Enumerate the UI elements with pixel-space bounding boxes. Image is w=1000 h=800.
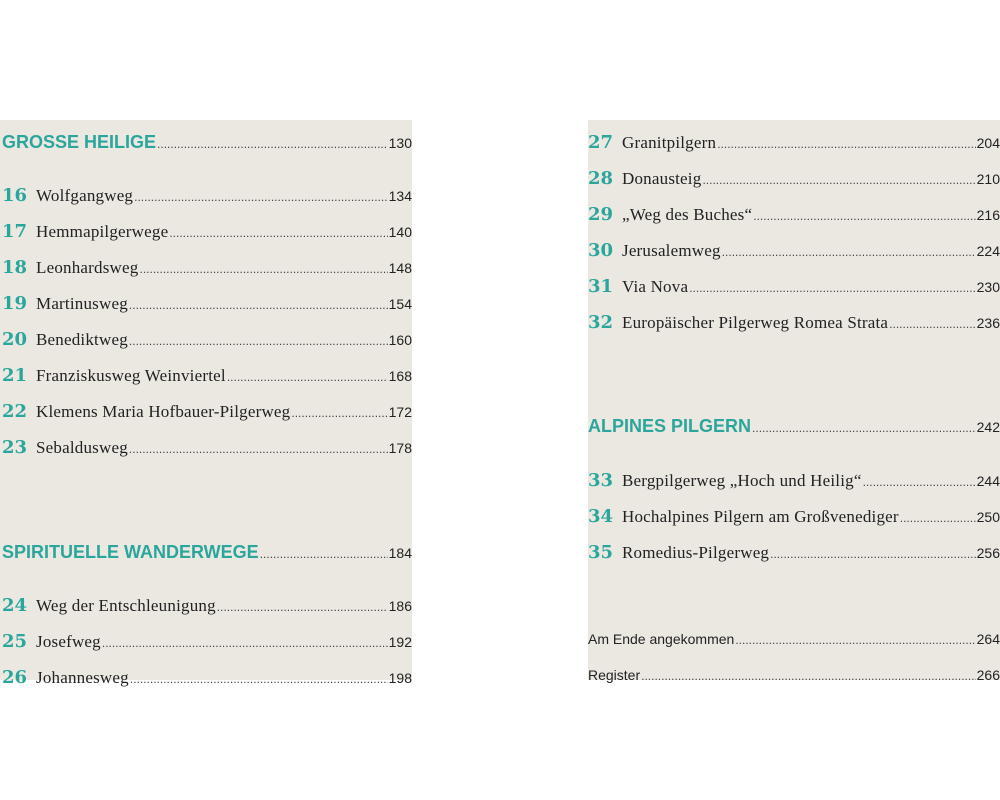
page-number: 134 bbox=[388, 188, 412, 204]
chapter-title: Jerusalemweg bbox=[622, 241, 721, 260]
chapter-number: 29 bbox=[588, 204, 614, 225]
chapter-number: 17 bbox=[2, 221, 28, 242]
dot-leader bbox=[889, 317, 975, 331]
section-title: SPIRITUELLE WANDERWEGE bbox=[2, 542, 259, 562]
chapter-title: Benediktweg bbox=[36, 330, 128, 349]
section-title: ALPINES PILGERN bbox=[588, 416, 752, 436]
chapter-title: Hochalpines Pilgern am Großvenediger bbox=[622, 507, 899, 526]
chapter-title: Sebaldusweg bbox=[36, 438, 128, 457]
dot-leader bbox=[134, 190, 388, 204]
chapter-number: 23 bbox=[2, 437, 28, 458]
chapter-number: 35 bbox=[588, 542, 614, 563]
chapter-title: Klemens Maria Hofbauer-Pilgerweg bbox=[36, 402, 291, 421]
toc-section-heading bbox=[0, 542, 412, 563]
toc-chapter-entry bbox=[588, 240, 1000, 261]
toc-chapter-entry bbox=[588, 276, 1000, 297]
chapter-number: 31 bbox=[588, 276, 614, 297]
page-number: 172 bbox=[388, 404, 412, 420]
toc-section-heading bbox=[588, 416, 1000, 437]
toc-chapter-entry bbox=[588, 542, 1000, 563]
chapter-title: Via Nova bbox=[622, 277, 689, 296]
dot-leader bbox=[752, 421, 976, 435]
dot-leader bbox=[863, 475, 976, 489]
toc-chapter-entry bbox=[588, 132, 1000, 153]
toc-page-right bbox=[588, 120, 1000, 683]
page-number: 256 bbox=[976, 545, 1000, 561]
page-number: 210 bbox=[976, 171, 1000, 187]
page-number: 244 bbox=[976, 473, 1000, 489]
chapter-number: 30 bbox=[588, 240, 614, 261]
chapter-title: Hemmapilgerwege bbox=[36, 222, 169, 241]
chapter-number: 21 bbox=[2, 365, 28, 386]
page-number: 154 bbox=[388, 296, 412, 312]
toc-chapter-entry bbox=[0, 365, 412, 386]
dot-leader bbox=[717, 137, 975, 151]
toc-chapter-entry bbox=[0, 185, 412, 206]
entry-title: Register bbox=[588, 667, 641, 683]
dot-leader bbox=[291, 406, 387, 420]
chapter-title: Donausteig bbox=[622, 169, 702, 188]
toc-chapter-entry bbox=[0, 293, 412, 314]
chapter-number: 26 bbox=[2, 667, 28, 688]
dot-leader bbox=[129, 334, 388, 348]
chapter-title: Bergpilgerweg „Hoch und Heilig“ bbox=[622, 471, 862, 490]
page-number: 184 bbox=[388, 545, 412, 561]
toc-page-left bbox=[0, 120, 412, 688]
toc-chapter-entry bbox=[0, 257, 412, 278]
chapter-title: Europäischer Pilgerweg Romea Strata bbox=[622, 313, 889, 332]
chapter-number: 19 bbox=[2, 293, 28, 314]
dot-leader bbox=[129, 298, 388, 312]
toc-section-heading bbox=[0, 132, 412, 153]
toc-appendix-entry bbox=[588, 667, 1000, 683]
dot-leader bbox=[102, 636, 388, 650]
page-number: 242 bbox=[976, 419, 1000, 435]
page-number: 264 bbox=[976, 631, 1000, 647]
entry-title: Am Ende angekommen bbox=[588, 631, 735, 647]
chapter-title: Weg der Entschleunigung bbox=[36, 596, 216, 615]
toc-chapter-entry bbox=[0, 329, 412, 350]
dot-leader bbox=[129, 442, 388, 456]
page-number: 224 bbox=[976, 243, 1000, 259]
toc-chapter-entry bbox=[0, 221, 412, 242]
dot-leader bbox=[130, 672, 388, 686]
page-number: 186 bbox=[388, 598, 412, 614]
dot-leader bbox=[217, 600, 388, 614]
page-number: 250 bbox=[976, 509, 1000, 525]
chapter-number: 16 bbox=[2, 185, 28, 206]
toc-chapter-entry bbox=[588, 312, 1000, 333]
page-number: 236 bbox=[976, 315, 1000, 331]
dot-leader bbox=[641, 669, 976, 683]
chapter-number: 32 bbox=[588, 312, 614, 333]
dot-leader bbox=[260, 547, 388, 561]
chapter-number: 28 bbox=[588, 168, 614, 189]
page-number: 168 bbox=[388, 368, 412, 384]
chapter-title: „Weg des Buches“ bbox=[622, 205, 753, 224]
page-number: 130 bbox=[388, 135, 412, 151]
dot-leader bbox=[689, 281, 975, 295]
page-number: 192 bbox=[388, 634, 412, 650]
chapter-number: 20 bbox=[2, 329, 28, 350]
page-number: 140 bbox=[388, 224, 412, 240]
chapter-number: 33 bbox=[588, 470, 614, 491]
chapter-number: 34 bbox=[588, 506, 614, 527]
chapter-number: 27 bbox=[588, 132, 614, 153]
chapter-title: Leonhardsweg bbox=[36, 258, 139, 277]
chapter-number: 22 bbox=[2, 401, 28, 422]
toc-appendix-entry bbox=[588, 631, 1000, 647]
page-number: 160 bbox=[388, 332, 412, 348]
toc-chapter-entry bbox=[588, 204, 1000, 225]
toc-chapter-entry bbox=[0, 631, 412, 652]
toc-chapter-entry bbox=[588, 168, 1000, 189]
chapter-number: 25 bbox=[2, 631, 28, 652]
dot-leader bbox=[735, 633, 975, 647]
page-number: 178 bbox=[388, 440, 412, 456]
chapter-title: Johannesweg bbox=[36, 668, 129, 687]
toc-chapter-entry bbox=[0, 667, 412, 688]
toc-chapter-entry bbox=[0, 595, 412, 616]
dot-leader bbox=[770, 547, 976, 561]
chapter-title: Romedius-Pilgerweg bbox=[622, 543, 770, 562]
toc-chapter-entry bbox=[0, 437, 412, 458]
section-title: GROSSE HEILIGE bbox=[2, 132, 157, 152]
page-number: 230 bbox=[976, 279, 1000, 295]
chapter-title: Wolfgangweg bbox=[36, 186, 134, 205]
chapter-title: Josefweg bbox=[36, 632, 101, 651]
toc-chapter-entry bbox=[0, 401, 412, 422]
dot-leader bbox=[702, 173, 975, 187]
dot-leader bbox=[139, 262, 387, 276]
chapter-number: 18 bbox=[2, 257, 28, 278]
chapter-title: Granitpilgern bbox=[622, 133, 717, 152]
chapter-number: 24 bbox=[2, 595, 28, 616]
dot-leader bbox=[169, 226, 387, 240]
dot-leader bbox=[753, 209, 975, 223]
page-number: 204 bbox=[976, 135, 1000, 151]
dot-leader bbox=[900, 511, 976, 525]
chapter-title: Martinusweg bbox=[36, 294, 128, 313]
page-number: 148 bbox=[388, 260, 412, 276]
dot-leader bbox=[722, 245, 976, 259]
page-number: 198 bbox=[388, 670, 412, 686]
page-number: 216 bbox=[976, 207, 1000, 223]
toc-chapter-entry bbox=[588, 470, 1000, 491]
toc-chapter-entry bbox=[588, 506, 1000, 527]
page-number: 266 bbox=[976, 667, 1000, 683]
chapter-title: Franziskusweg Weinviertel bbox=[36, 366, 226, 385]
dot-leader bbox=[157, 137, 388, 151]
dot-leader bbox=[227, 370, 388, 384]
